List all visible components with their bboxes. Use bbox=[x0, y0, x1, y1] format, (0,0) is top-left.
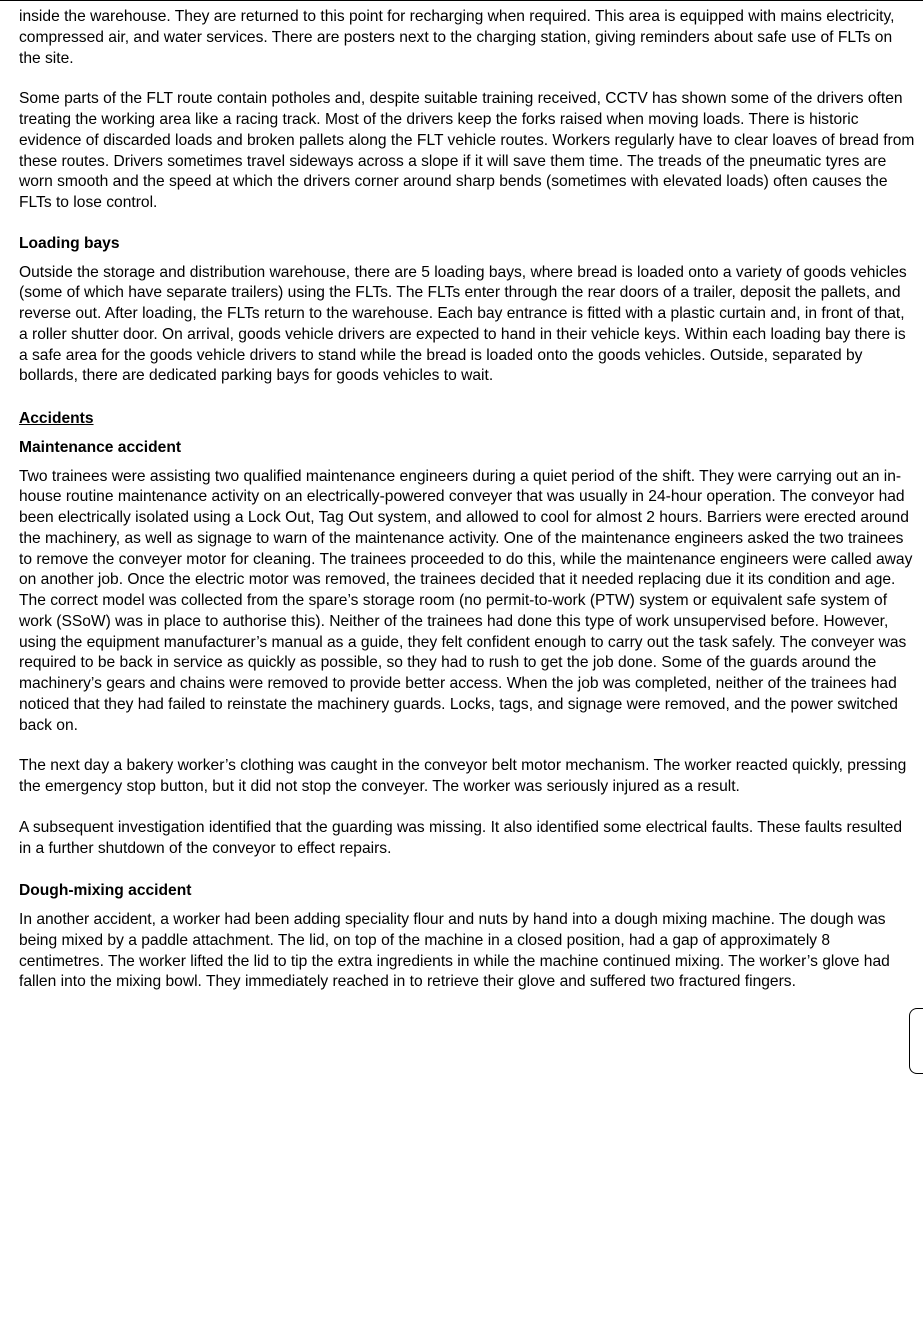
maintenance-paragraph-3: A subsequent investigation identified that the guarding was missing. It also identified some electrical faults. These faults resulted in a further shutdown of the conveyor to effect repairs. bbox=[19, 818, 902, 857]
page-edge-tab bbox=[909, 1008, 923, 1074]
intro-paragraph-2: Some parts of the FLT route contain potholes and, despite suitable training received, CCTV has shown some of the drivers often treating the working area like a racing track. Most of the drivers keep the forks raised when moving loads. There is historic evidence of discarded loads and broken pallets along the FLT vehicle routes. Workers regularly have to clear loaves of bread from these routes. Drivers sometimes travel sideways across a slope if it will save them time. The treads of the pneumatic tyres are worn smooth and the speed at which the drivers corner around sharp bends (sometimes with elevated loads) often causes the FLTs to lose control. bbox=[19, 90, 915, 211]
maintenance-paragraph-1: Two trainees were assisting two qualified maintenance engineers during a quiet period of the shift. They were carrying out an in-house routine maintenance activity on an electrically-powered conveyer that was usually in 24-hour operation. The conveyor had been electrically isolated using a Lock Out, Tag Out system, and allowed to cool for almost 2 hours. Barriers were erected around the machinery, as well as signage to warn of the maintenance activity. One of the maintenance engineers asked the two trainees to remove the conveyer motor for cleaning. The trainees proceeded to do this, while the maintenance engineers were called away on another job. Once the electric motor was removed, the trainees decided that it needed replacing due it its condition and age. The correct model was collected from the spare’s storage room (no permit-to-work (PTW) system or equivalent safe system of work (SSoW) was in place to authorise this). Neither of the trainees had done this type of work unsupervised before. However, using the equipment manufacturer’s manual as a guide, they felt confident enough to carry out the task safely. The conveyer was required to be back in service as quickly as possible, so they had to rush to get the job done. Some of the guards around the machinery’s gears and chains were removed to provide better access. When the job was completed, neither of the trainees had noticed that they had failed to reinstate the machinery guards. Locks, tags, and signage were removed, and the power switched back on. bbox=[19, 467, 913, 734]
intro-paragraph-1: inside the warehouse. They are returned to this point for recharging when required. This area is equipped with mains electricity, compressed air, and water services. There are posters next to the charging station, giving reminders about safe use of FLTs on the site. bbox=[19, 8, 895, 67]
document-page bbox=[19, 7, 915, 993]
accidents-heading: Accidents bbox=[19, 410, 94, 427]
dough-mixing-accident-heading: Dough-mixing accident bbox=[19, 882, 192, 900]
maintenance-accident-heading: Maintenance accident bbox=[19, 438, 182, 456]
loading-bays-paragraph: Outside the storage and distribution warehouse, there are 5 loading bays, where bread is loaded onto a variety of goods vehicles (some of which have separate trailers) using the FLTs. The FLTs enter through the rear doors of a trailer, deposit the pallets, and reverse out. After loading, the FLTs return to the warehouse. Each bay entrance is fitted with a plastic curtain and, in front of that, a roller shutter door. On arrival, goods vehicle drivers are expected to hand in their vehicle keys. Within each loading bay there is a safe area for the goods vehicle drivers to stand while the bread is loaded onto the goods vehicles. Outside, separated by bollards, there are dedicated parking bays for goods vehicles to wait. bbox=[19, 263, 907, 385]
top-rule bbox=[0, 0, 923, 1]
maintenance-paragraph-2: The next day a bakery worker’s clothing was caught in the conveyor belt motor mechanism. The worker reacted quickly, pressing the emergency stop button, but it did not stop the conveyer. The worker was seriously injured as a result. bbox=[19, 757, 907, 795]
loading-bays-heading: Loading bays bbox=[19, 234, 120, 252]
dough-mixing-paragraph: In another accident, a worker had been adding speciality flour and nuts by hand into a dough mixing machine. The dough was being mixed by a paddle attachment. The lid, on top of the machine in a closed position, had a gap of approximately 8 centimetres. The worker lifted the lid to tip the extra ingredients in while the machine continued mixing. The worker’s glove had fallen into the mixing bowl. They immediately reached in to retrieve their glove and suffered two fractured fingers. bbox=[19, 911, 890, 991]
